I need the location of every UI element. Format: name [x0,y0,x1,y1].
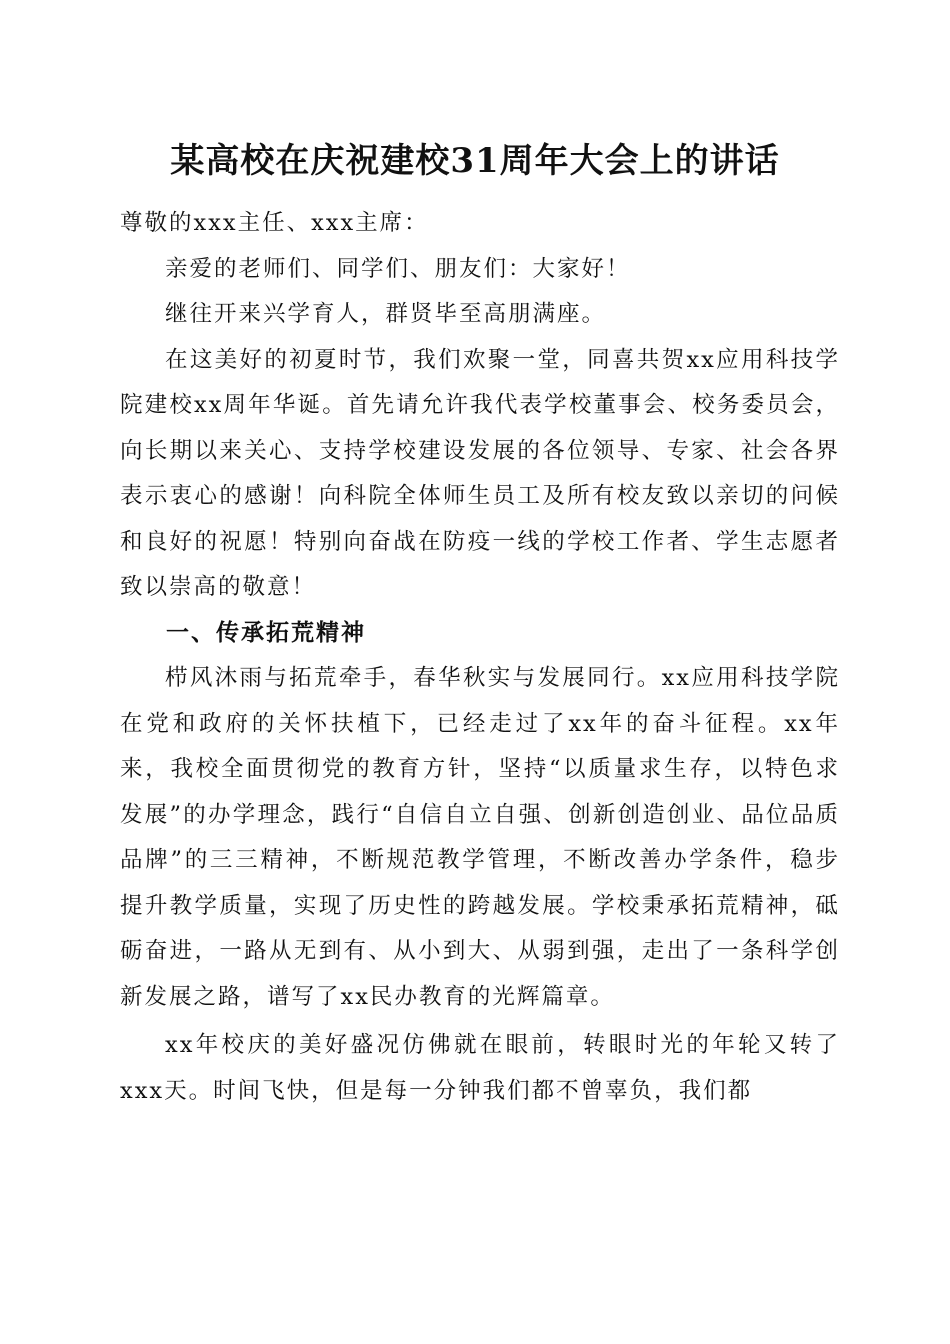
couplet: 继往开来兴学育人，群贤毕至高朋满座。 [165,301,607,327]
section-heading-1: 一、传承拓荒精神 [166,619,366,646]
salutation: 尊敬的xxx主任、xxx主席： [120,210,429,236]
paragraph-section-1: 栉风沐雨与拓荒牵手，春华秋实与发展同行。xx应用科技学院在党和政府的关怀扶植下，已经走过了xx年的奋斗征程。xx年来，我校全面贯彻党的教育方针，坚持“以质量求生存，以特色求发展”的办学理念，践行“自信自立自强、创新创造创业、品位品质品牌”的三三精神，不断规范教学管理，不断改善办学条件，稳步提升教学质量，实现了历史性的跨越发展。学校秉承拓荒精神，砥砺奋进，一路从无到有、从小到大、从弱到强，走出了一条科学创新发展之路，谱写了xx民办教育的光辉篇章。 [120,665,840,1010]
document-title: 某高校在庆祝建校31周年大会上的讲话 [170,141,780,181]
paragraph-continued: xx年校庆的美好盛况仿佛就在眼前，转眼时光的年轮又转了xxx天。时间飞快，但是每一分钟我们都不曾辜负，我们都 [120,1032,840,1104]
greeting: 亲爱的老师们、同学们、朋友们：大家好！ [165,255,631,282]
paragraph-opening: 在这美好的初夏时节，我们欢聚一堂，同喜共贺xx应用科技学院建校xx周年华诞。首先请允许我代表学校董事会、校务委员会，向长期以来关心、支持学校建设发展的各位领导、专家、社会各界表示衷心的感谢！向科院全体师生员工及所有校友致以亲切的问候和良好的祝愿！特别向奋战在防疫一线的学校工作者、学生志愿者致以崇高的敬意！ [120,346,840,600]
document-body [120,201,840,1114]
